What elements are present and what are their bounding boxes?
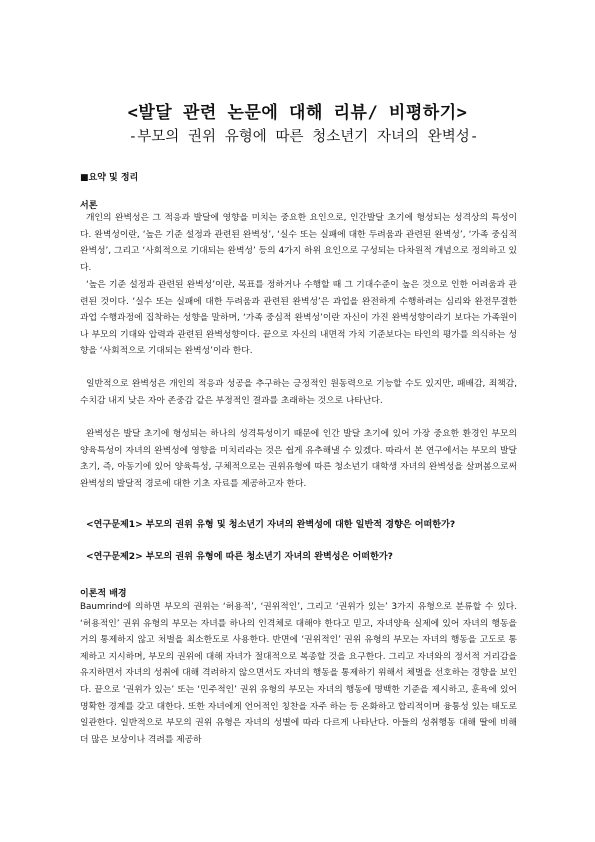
document-title: <발달 관련 논문에 대해 리뷰/ 비평하기>	[127, 103, 468, 123]
document-subtitle: -부모의 권위 유형에 따른 청소년기 자녀의 완벽성-	[128, 129, 479, 145]
intro-paragraph-4: 완벽성은 발달 초기에 형성되는 하나의 성격특성이기 때문에 인간 발달 초기에 있어 가장 중요한 환경인 부모의 양육특성이 자녀의 완벽성에 영향을 미치리라는 것은 쉽게 유추해낼 수 있겠다. 따라서 본 연구에서는 부모의 발달초기, 즉, 아동기에 있어 양육특성, 구체적으로는 권위유형에 따른 청소년기 대학생 자녀의 완벽성을 살펴봄으로써 완벽성의 발달적 경로에 대한 기초 자료를 제공하고자 한다.	[80, 429, 517, 489]
theory-paragraph: Baumrind에 의하면 부모의 권위는 ‘허용적’, ‘권위적인’, 그리고 ‘권위가 있는’ 3가지 유형으로 분류할 수 있다. ‘허용적인’ 권위 유형의 부모는 자녀를 하나의 인격체로 대해야 한다고 믿고, 자녀양육 실제에 있어 자녀의 행동을 거의 통제하지 않고 처벌을 최소한도로 사용한다. 반면에 ‘권위적인’ 권위 유형의 부모는 자녀의 행동을 고도로 통제하고 지시하며, 부모의 권위에 대해 자녀가 절대적으로 복종할 것을 요구한다. 그리고 자녀와의 정서적 거리감을 유지하면서 자녀의 성취에 대해 격려하지 않으면서도 자녀의 행동을 통제하기 위해서 체벌을 선호하는 경향을 보인다. 끝으로 ‘권위가 있는’ 또는 ‘민주적인’ 권위 유형의 부모는 자녀의 행동에 명백한 기준을 제시하고, 훈육에 있어 명확한 경계를 갖고 대한다. 또한 자녀에게 언어적인 칭찬을 자주 하는 등 온화하고 합리적이며 융통성 있는 태도로 일관한다. 일반적으로 부모의 권위 유형은 자녀의 성별에 따라 다르게 나타난다. 아들의 성취행동 대해 딸에 비해 더 많은 보상이나 격려를 제공하	[80, 602, 517, 745]
intro-paragraph-3: 일반적으로 완벽성은 개인의 적응과 성공을 추구하는 긍정적인 원동력으로 기능할 수도 있지만, 패배감, 죄책감, 수치감 내지 낮은 자아 존중감 같은 부정적인 결과를 초래하는 것으로 나타난다.	[80, 379, 517, 406]
intro-paragraph-2: ‘높은 기준 설정과 관련된 완벽성’이란, 목표를 정하거나 수행할 때 그 기대수준이 높은 것으로 인한 어려움과 관련된 것이다. ‘실수 또는 실패에 대한 두려움과 관련된 완벽성’은 과업을 완전하게 수행하려는 심리와 완전무결한 과업 수행과정에 집착하는 성향을 말하며, ‘가족 중심적 완벽성’이란 자신이 가진 완벽성향이라기 보다는 가족원이나 부모의 기대와 압력과 관련된 완벽성향이다. 끝으로 자신의 내면적 가치 기준보다는 타인의 평가를 의식하는 성향을 ‘사회적으로 기대되는 완벽성’이라 한다.	[80, 280, 517, 357]
research-question-2: <연구문제2> 부모의 권위 유형에 따른 청소년기 자녀의 완벽성은 어떠한가?	[86, 552, 393, 562]
intro-heading: 서론	[80, 201, 98, 211]
theory-heading: 이론적 배경	[80, 589, 127, 599]
summary-section-heading: ■요약 및 정리	[80, 173, 139, 183]
research-question-1: <연구문제1> 부모의 권위 유형 및 청소년기 자녀의 완벽성에 대한 일반적 경향은 어떠한가?	[86, 520, 456, 530]
intro-paragraph-1: 개인의 완벽성은 그 적응과 발달에 영향을 미치는 중요한 요인으로, 인간발달 초기에 형성되는 성격상의 특성이다. 완벽성이란, ‘높은 기준 설정과 관련된 완벽성’, ‘실수 또는 실패에 대한 두려움과 관련된 완벽성’, ‘가족 중심적 완벽성’, 그리고 ‘사회적으로 기대되는 완벽성’ 등의 4가지 하위 요인으로 구성되는 다차원적 개념으로 정의하고 있다.	[80, 213, 517, 273]
